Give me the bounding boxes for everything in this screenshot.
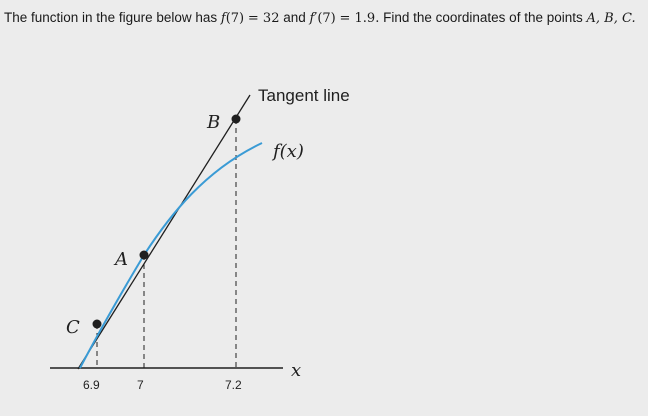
- f-symbol: f: [220, 11, 226, 26]
- f-prime-value: = 1.9.: [339, 11, 380, 26]
- point-a-label: A: [115, 249, 128, 270]
- point-c: [93, 320, 102, 329]
- tick-label-6-9: 6.9: [83, 378, 100, 392]
- tick-label-7: 7: [137, 378, 144, 392]
- function-label: f(x): [273, 141, 304, 162]
- x-axis-label: x: [291, 360, 302, 381]
- f-prime-symbol: f′: [309, 11, 318, 26]
- tick-label-7-2: 7.2: [225, 378, 242, 392]
- and-word: and: [283, 10, 306, 25]
- point-b: [232, 115, 241, 124]
- point-a: [140, 251, 149, 260]
- problem-intro: The function in the figure below has: [4, 10, 218, 25]
- point-b-label: B: [207, 112, 221, 133]
- tangent-line: [78, 95, 250, 369]
- points-list: A, B, C.: [586, 11, 636, 26]
- tangent-line-label: Tangent line: [258, 86, 350, 105]
- f-argument: (7): [225, 11, 245, 26]
- problem-ask: Find the coordinates of the points: [383, 10, 583, 25]
- function-curve: [80, 143, 262, 368]
- point-c-label: C: [66, 317, 80, 338]
- f-value: = 32: [247, 11, 280, 26]
- f-prime-argument: (7): [317, 11, 336, 26]
